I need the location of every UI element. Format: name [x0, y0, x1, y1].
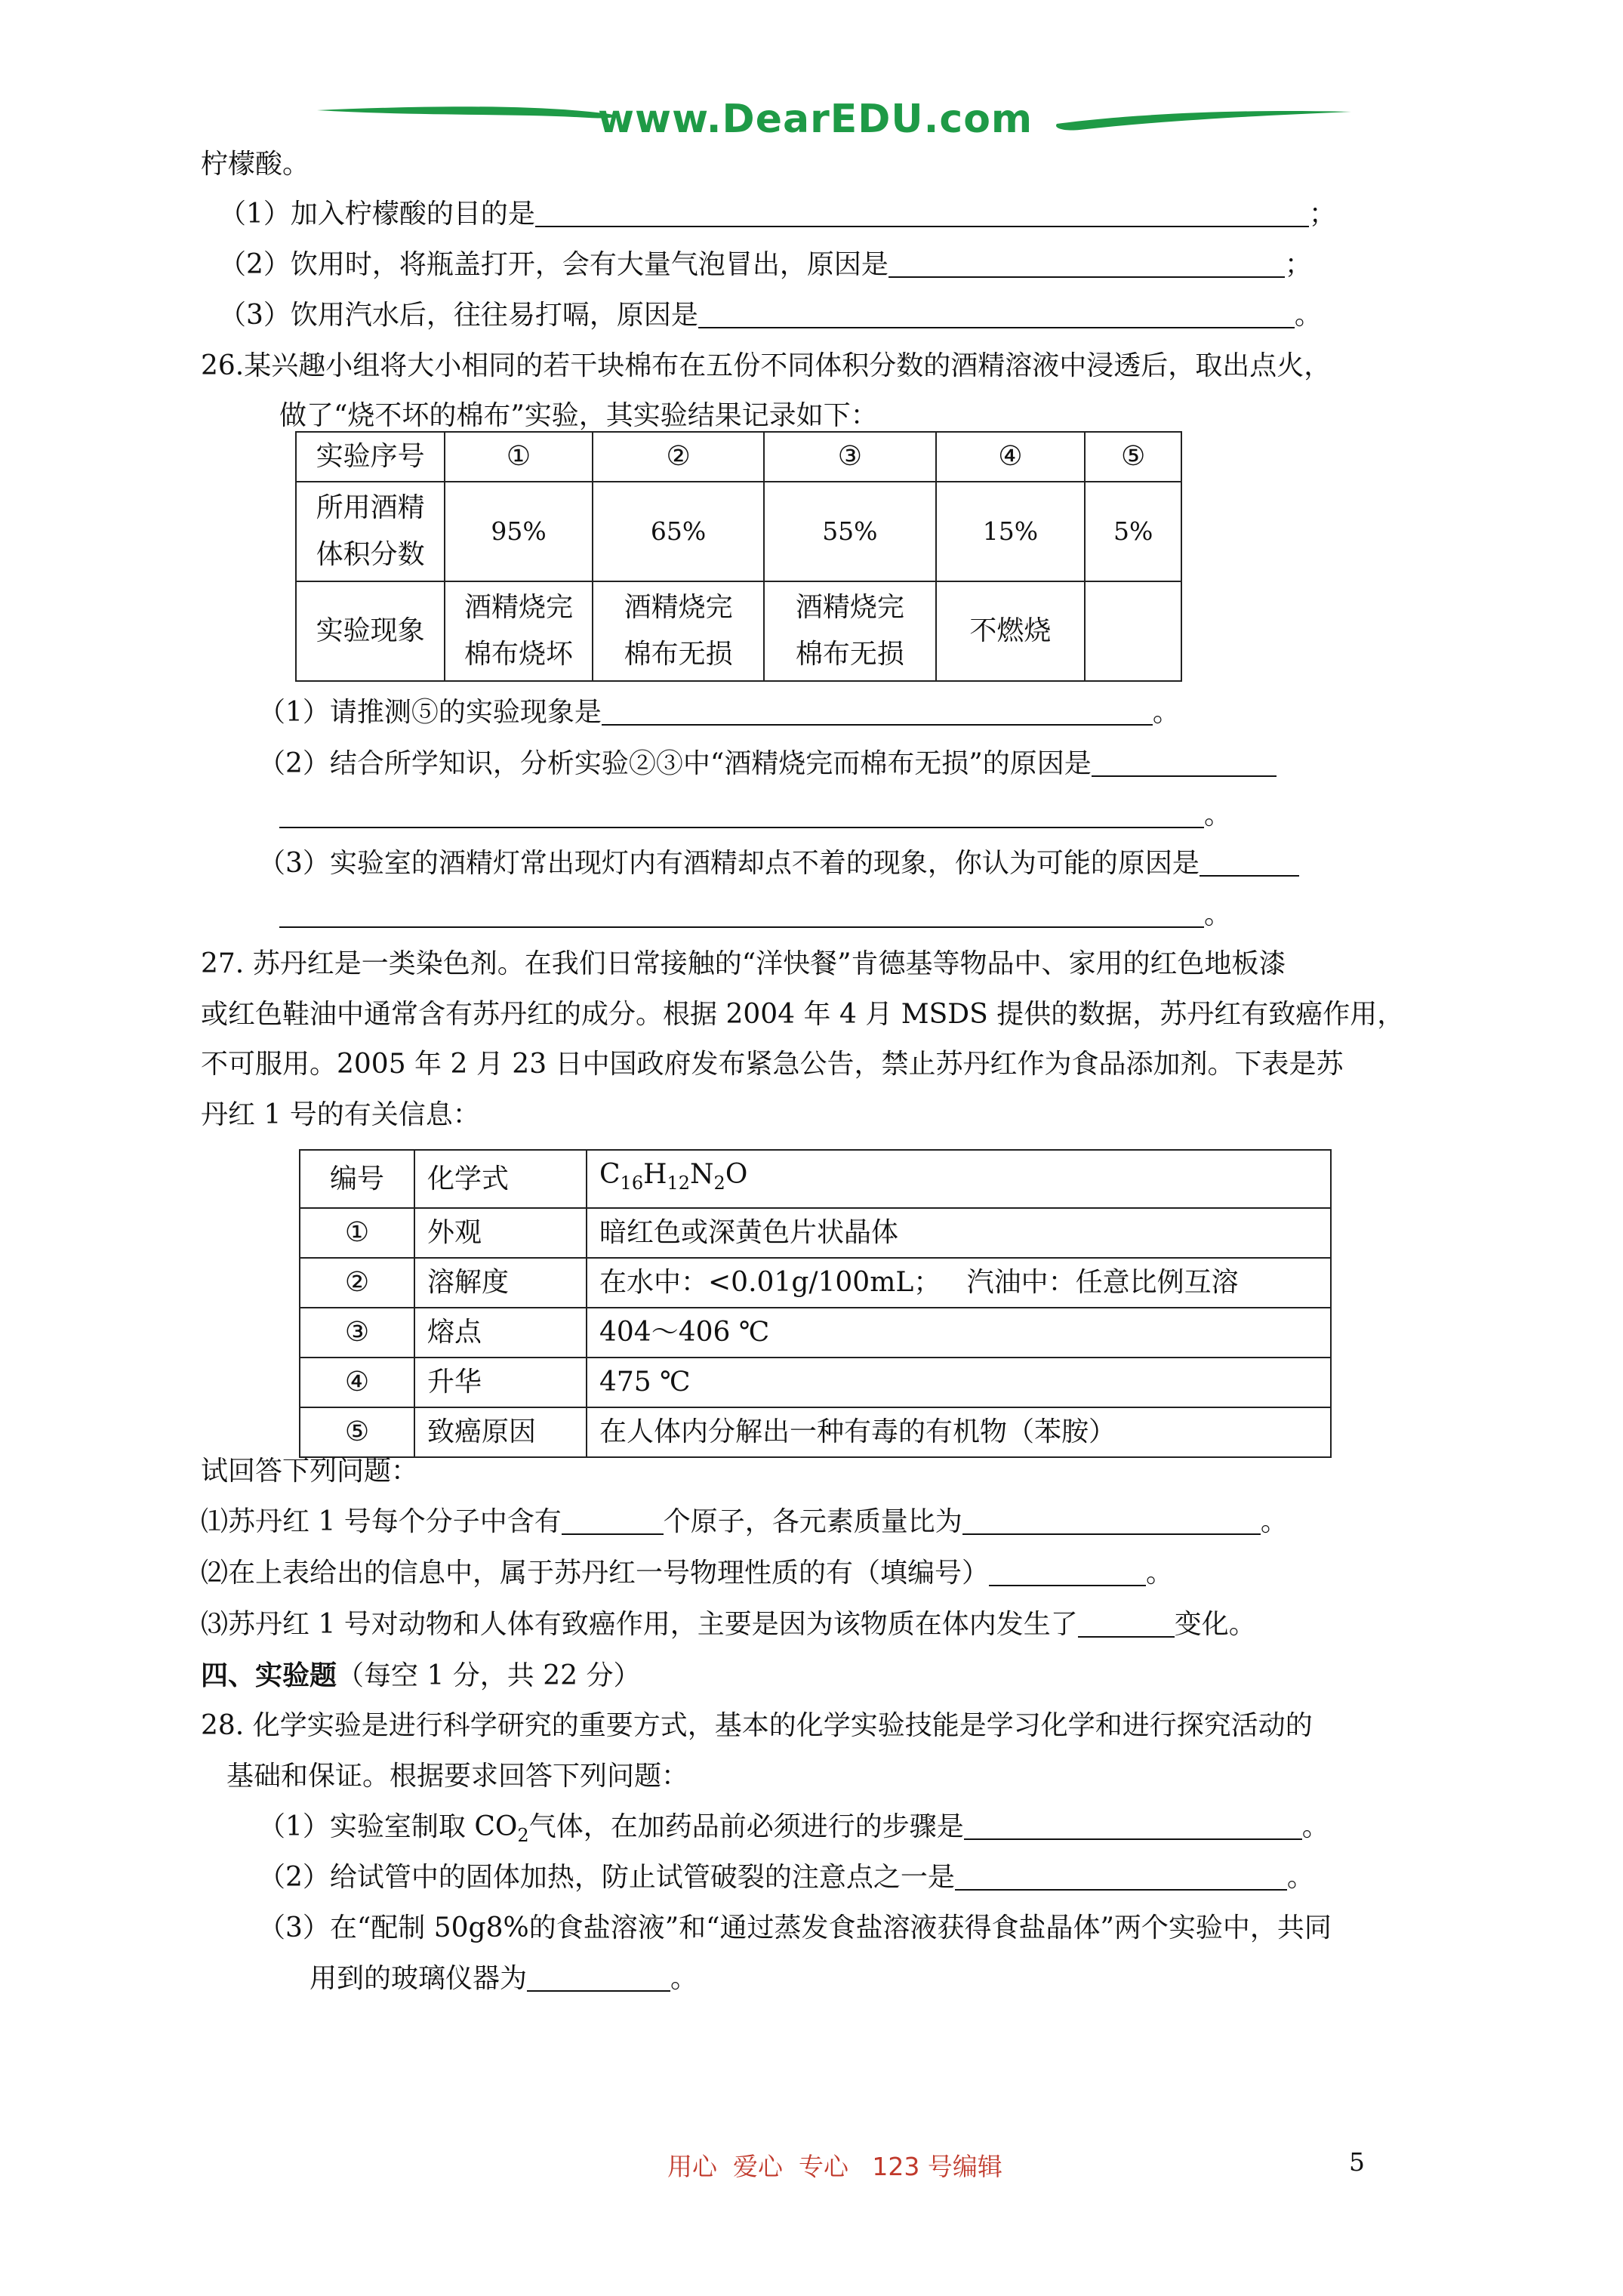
- cell-line: 酒精烧完: [464, 592, 574, 623]
- punctuation: 。: [670, 1963, 698, 1994]
- table-cell: ③: [300, 1308, 414, 1358]
- question-26-2-cont: [279, 799, 1231, 832]
- table-row: [300, 1358, 1331, 1407]
- cell-line: 棉布无损: [624, 639, 733, 670]
- question-text: 个原子，各元素质量比为: [663, 1506, 962, 1537]
- section-title: 四、实验题: [201, 1660, 337, 1691]
- table-cell: [296, 482, 445, 581]
- question-text: 用到的玻璃仪器为: [310, 1963, 528, 1994]
- table-cell: 65%: [593, 482, 764, 581]
- question-text: （3）实验室的酒精灯常出现灯内有酒精却点不着的现象，你认为可能的原因是: [258, 848, 1200, 879]
- table-cell: ③: [764, 432, 935, 482]
- table-row: [300, 1308, 1331, 1358]
- question-28-stem-1: 28. 化学实验是进行科学研究的重要方式，基本的化学实验技能是学习化学和进行探究活动的: [201, 1710, 1313, 1741]
- answer-blank[interactable]: [698, 301, 1295, 328]
- answer-blank[interactable]: [989, 1559, 1146, 1586]
- table-cell: ⑤: [1085, 432, 1181, 482]
- table-row: [296, 482, 1181, 581]
- punctuation: 。: [1204, 899, 1232, 930]
- question-text: （2）结合所学知识，分析实验②③中“酒精烧完而棉布无损”的原因是: [258, 748, 1092, 779]
- question-26-stem-1: 26.某兴趣小组将大小相同的若干块棉布在五份不同体积分数的酒精溶液中浸透后，取出点火，: [201, 350, 1332, 381]
- question-27-intro: 试回答下列问题：: [201, 1456, 419, 1487]
- table-cell: 475 ℃: [587, 1358, 1331, 1407]
- answer-blank[interactable]: [562, 1508, 664, 1535]
- answer-blank[interactable]: [1078, 1610, 1175, 1638]
- site-logo-text: www.DearEDU.com: [598, 97, 1033, 142]
- table-cell: 升华: [414, 1358, 587, 1407]
- question-text: 气体，在加药品前必须进行的步骤是: [528, 1811, 964, 1842]
- table-cell: ④: [936, 432, 1086, 482]
- question-26-3: [258, 847, 1299, 880]
- table-cell: [764, 581, 935, 681]
- table-row: [300, 1407, 1331, 1457]
- table-cell: 不燃烧: [936, 581, 1086, 681]
- punctuation: 。: [1294, 300, 1322, 331]
- text-line: 柠檬酸。: [201, 149, 310, 180]
- question-text: ⑴苏丹红 1 号每个分子中含有: [201, 1506, 562, 1537]
- formula-sub: 2: [713, 1173, 725, 1194]
- subscript: 2: [517, 1825, 529, 1846]
- table-cell: 55%: [764, 482, 935, 581]
- question-28-3: （3）在“配制 50g8%的食盐溶液”和“通过蒸发食盐溶液获得食盐晶体”两个实验中，共同: [258, 1912, 1332, 1943]
- table-cell: 95%: [445, 482, 593, 581]
- table-cell: 暗红色或深黄色片状晶体: [587, 1208, 1331, 1258]
- table-row: [300, 1258, 1331, 1308]
- sudan-red-info-table: [299, 1149, 1332, 1458]
- cell-line: 棉布无损: [795, 639, 904, 670]
- question-27-3: [201, 1608, 1256, 1641]
- formula-part: H: [643, 1159, 667, 1190]
- experiment-table: [295, 431, 1182, 682]
- section-note: （每空 1 分，共 22 分）: [337, 1660, 641, 1691]
- question-text: ⑵在上表给出的信息中，属于苏丹红一号物理性质的有（填编号）: [201, 1558, 990, 1589]
- question-text: （1）实验室制取 CO: [258, 1811, 518, 1842]
- table-cell: [1085, 581, 1181, 681]
- question-26-3-cont: [279, 898, 1231, 932]
- question-27-stem-2: 或红色鞋油中通常含有苏丹红的成分。根据 2004 年 4 月 MSDS 提供的数据，苏丹红有致癌作用，: [201, 999, 1405, 1030]
- punctuation: ；: [1308, 199, 1336, 230]
- answer-blank[interactable]: [955, 1863, 1287, 1891]
- answer-blank[interactable]: [535, 200, 1309, 227]
- punctuation: 。: [1146, 1558, 1174, 1589]
- table-cell: ⑤: [300, 1407, 414, 1457]
- answer-blank[interactable]: [1200, 849, 1299, 877]
- answer-blank[interactable]: [279, 801, 1204, 828]
- question-text: （2）给试管中的固体加热，防止试管破裂的注意点之一是: [258, 1862, 955, 1893]
- table-cell: 在人体内分解出一种有毒的有机物（苯胺）: [587, 1407, 1331, 1457]
- question-28-1: [258, 1811, 1329, 1852]
- section-4-heading: [201, 1659, 641, 1693]
- table-cell: ②: [300, 1258, 414, 1308]
- punctuation: 。: [1204, 800, 1232, 831]
- formula-cell: [587, 1150, 1331, 1208]
- table-cell: 化学式: [414, 1150, 587, 1208]
- table-cell: 15%: [936, 482, 1086, 581]
- formula-part: C: [599, 1159, 621, 1190]
- question-28-2: [258, 1861, 1314, 1894]
- table-cell: 溶解度: [414, 1258, 587, 1308]
- table-cell: 致癌原因: [414, 1407, 587, 1457]
- question-27-stem-3: 不可服用。2005 年 2 月 23 日中国政府发布紧急公告，禁止苏丹红作为食品添加剂。下表是苏: [201, 1049, 1344, 1080]
- punctuation: 。: [1286, 1862, 1314, 1893]
- cell-line: 棉布烧坏: [464, 639, 574, 670]
- table-cell: 实验现象: [296, 581, 445, 681]
- question-text: 变化。: [1174, 1609, 1256, 1640]
- cell-line: 酒精烧完: [795, 592, 904, 623]
- table-cell: ①: [445, 432, 593, 482]
- answer-blank[interactable]: [962, 1508, 1261, 1535]
- answer-blank[interactable]: [279, 901, 1204, 928]
- table-row: [300, 1208, 1331, 1258]
- formula-part: O: [725, 1159, 748, 1190]
- question-27-stem-4: 丹红 1 号的有关信息：: [201, 1099, 480, 1130]
- question-28-stem-2: 基础和保证。根据要求回答下列问题：: [226, 1761, 689, 1792]
- table-cell: 编号: [300, 1150, 414, 1208]
- answer-blank[interactable]: [964, 1813, 1302, 1840]
- formula-sub: 16: [620, 1173, 644, 1194]
- table-cell: ④: [300, 1358, 414, 1407]
- formula-part: N: [690, 1159, 714, 1190]
- formula-sub: 12: [667, 1173, 691, 1194]
- table-cell: [445, 581, 593, 681]
- page-number: 5: [1349, 2147, 1365, 2177]
- answer-blank[interactable]: [527, 1965, 670, 1992]
- question-28-3-cont: [310, 1962, 698, 1996]
- question-26-2: [258, 747, 1277, 781]
- question-text: （1）加入柠檬酸的目的是: [219, 199, 535, 230]
- table-cell: ②: [593, 432, 764, 482]
- question-text: （1）请推测⑤的实验现象是: [258, 697, 602, 728]
- answer-blank[interactable]: [888, 251, 1285, 278]
- table-cell: 实验序号: [296, 432, 445, 482]
- punctuation: 。: [1260, 1506, 1288, 1537]
- question-26-1: [258, 696, 1180, 729]
- cell-label: 所用酒精: [316, 492, 425, 523]
- table-cell: 外观: [414, 1208, 587, 1258]
- punctuation: 。: [1152, 697, 1180, 728]
- table-cell: 5%: [1085, 482, 1181, 581]
- table-cell: 熔点: [414, 1308, 587, 1358]
- table-row: [296, 581, 1181, 681]
- question-text: ⑶苏丹红 1 号对动物和人体有致癌作用，主要是因为该物质在体内发生了: [201, 1609, 1078, 1640]
- question-27-1: [201, 1505, 1288, 1539]
- question-25-1: [219, 198, 1336, 231]
- answer-blank[interactable]: [602, 698, 1153, 726]
- question-text: （2）饮用时，将瓶盖打开，会有大量气泡冒出，原因是: [219, 249, 888, 280]
- table-cell: 404～406 ℃: [587, 1308, 1331, 1358]
- footer-text: 用心 爱心 专心 123 号编辑: [667, 2152, 1002, 2181]
- cell-line: 酒精烧完: [624, 592, 733, 623]
- table-cell: 在水中：<0.01g/100mL； 汽油中：任意比例互溶: [587, 1258, 1331, 1308]
- punctuation: 。: [1301, 1811, 1329, 1842]
- table-cell: [593, 581, 764, 681]
- punctuation: ；: [1284, 249, 1312, 280]
- table-header-row: [300, 1150, 1331, 1208]
- question-26-stem-2: 做了“烧不坏的棉布”实验，其实验结果记录如下：: [279, 400, 878, 431]
- question-text: （3）饮用汽水后，往往易打嗝，原因是: [219, 300, 698, 331]
- question-27-stem-1: 27. 苏丹红是一类染色剂。在我们日常接触的“洋快餐”肯德基等物品中、家用的红色地板漆: [201, 948, 1286, 979]
- table-header-row: [296, 432, 1181, 482]
- question-27-2: [201, 1557, 1173, 1590]
- header-swoosh-right-icon: [1049, 91, 1366, 151]
- table-cell: ①: [300, 1208, 414, 1258]
- question-25-3: [219, 299, 1322, 332]
- answer-blank[interactable]: [1092, 750, 1277, 777]
- cell-label: 体积分数: [316, 539, 425, 570]
- question-25-2: [219, 248, 1312, 282]
